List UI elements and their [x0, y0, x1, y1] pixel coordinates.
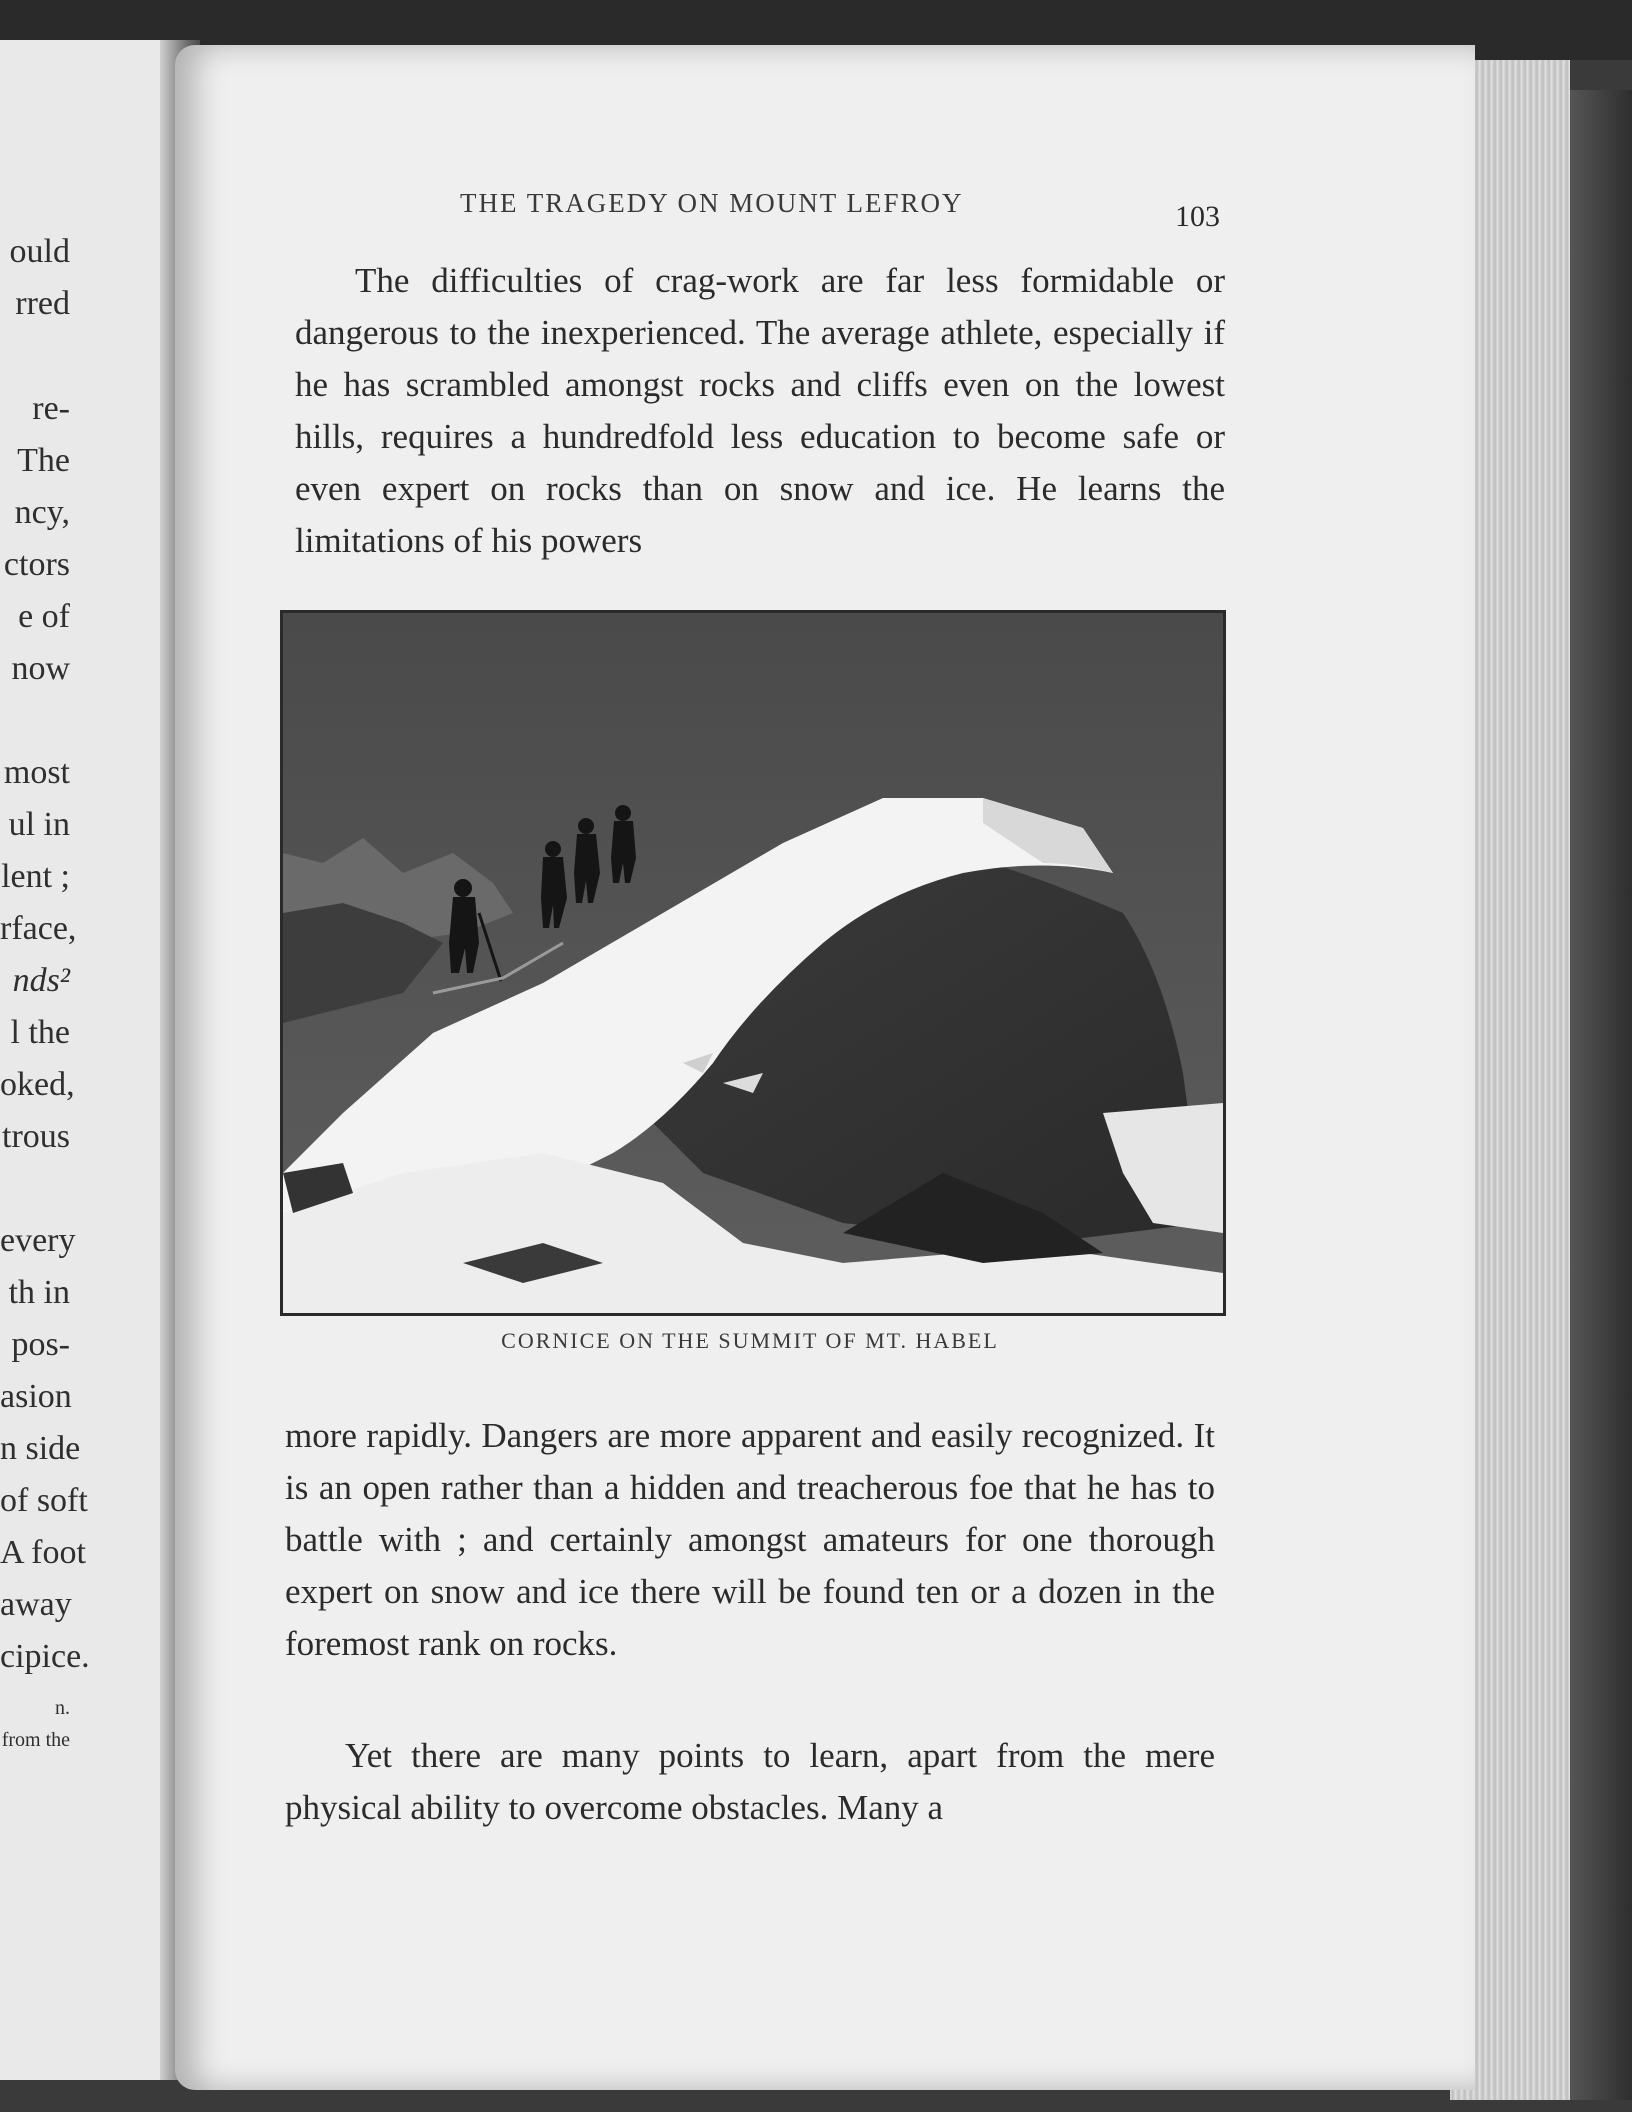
- left-page-line: trous: [2, 1118, 70, 1155]
- left-page-line: oked,: [0, 1066, 75, 1103]
- left-page-line: n side: [0, 1430, 81, 1467]
- left-page-line: away: [0, 1586, 72, 1623]
- left-page-line: nds²: [12, 962, 70, 999]
- page-number: 103: [1175, 200, 1220, 233]
- left-page-line: pos-: [11, 1326, 70, 1363]
- left-page-line: rface,: [0, 910, 77, 947]
- left-page-line: ould: [9, 233, 70, 270]
- left-page-footnote: n.: [55, 1697, 70, 1719]
- left-page-line: e of: [18, 598, 70, 635]
- left-page-line: rred: [15, 285, 70, 322]
- left-page-footnote: from the: [1, 1729, 70, 1751]
- left-page-line: The: [17, 442, 70, 479]
- left-page-line: now: [11, 650, 70, 687]
- left-page-line: every: [0, 1222, 76, 1259]
- left-page-line: ncy,: [14, 494, 70, 531]
- left-page-line: re-: [32, 390, 70, 427]
- cornice-photograph: [280, 610, 1226, 1316]
- left-page-line: l the: [10, 1014, 70, 1051]
- left-page-line: most: [3, 754, 70, 791]
- paragraph-1-text: The difficulties of crag-work are far less formidable or dangerous to the inexperienced. The average athlete, especially if he has scrambled amongst rocks and cliffs even on the lowest hills, requires a hundredfold less education to become safe or even expert on rocks than on snow and ice. He learns the limitations of his powers: [295, 261, 1225, 560]
- left-page-line: asion: [0, 1378, 72, 1415]
- left-page-line: ctors: [3, 546, 70, 583]
- paragraph-1: [295, 255, 1225, 567]
- left-page-line: th in: [8, 1274, 70, 1311]
- paragraph-2: [285, 1410, 1215, 1670]
- photo-caption: CORNICE ON THE SUMMIT OF MT. HABEL: [501, 1328, 999, 1353]
- paragraph-2-text: more rapidly. Dangers are more apparent and easily recognized. It is an open rather than a hidden and treacherous foe that he has to battle with ; and certainly amongst amateurs for one thorough expert on snow and ice there will be found ten or a dozen in the foremost rank on rocks.: [285, 1416, 1215, 1663]
- running-head: THE TRAGEDY ON MOUNT LEFROY: [460, 188, 964, 218]
- left-page-line: A foot: [0, 1534, 86, 1571]
- left-page-line: cipice.: [0, 1638, 90, 1675]
- left-page-line: of soft: [0, 1482, 88, 1519]
- mountain-photo-illustration: [283, 613, 1223, 1313]
- paragraph-3: [285, 1730, 1215, 1834]
- book-cover: [1570, 90, 1632, 2100]
- left-page-line: ul in: [8, 806, 70, 843]
- left-page-line: lent ;: [1, 858, 70, 895]
- paragraph-3-text: Yet there are many points to learn, apart from the mere physical ability to overcome obstacles. Many a: [285, 1736, 1215, 1827]
